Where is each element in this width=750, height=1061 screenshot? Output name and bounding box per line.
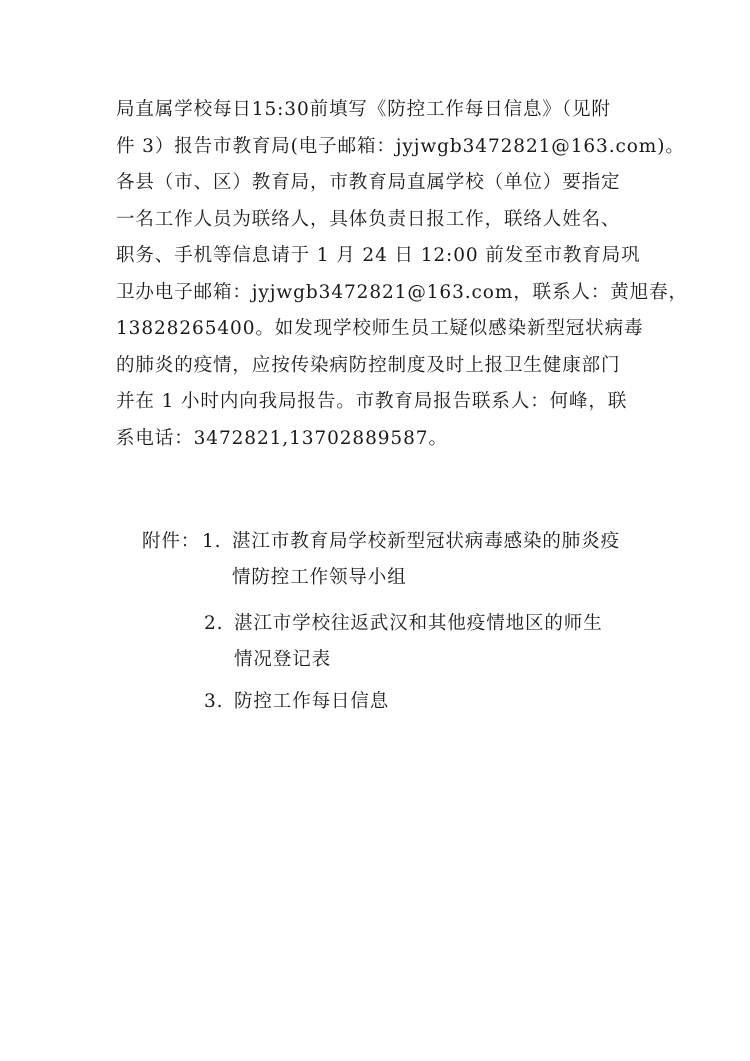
paragraph-line: 件 3）报告市教育局(电子邮箱：jyjwgb3472821@163.com)。: [116, 135, 685, 157]
notice-paragraph: [116, 92, 688, 457]
attachment-title-cont: 情况登记表: [234, 649, 332, 670]
paragraph-line: 系电话：3472821,13702889587。: [116, 427, 448, 449]
attachment-number: 2.: [204, 613, 224, 634]
attachment-number: 1.: [202, 531, 222, 552]
paragraph-line: 各县（市、区）教育局，市教育局直属学校（单位）要指定: [116, 172, 621, 193]
attachment-title: 湛江市学校往返武汉和其他疫情地区的师生: [234, 613, 603, 634]
attachment-title-cont: 情防控工作领导小组: [232, 567, 407, 588]
attachment-title: 防控工作每日信息: [234, 691, 390, 712]
paragraph-line: 卫办电子邮箱：jyjwgb3472821@163.com，联系人：黄旭春，: [116, 281, 688, 303]
paragraph-line: 并在 1 小时内向我局报告。市教育局报告联系人：何峰，联: [116, 391, 628, 412]
paragraph-line: 职务、手机等信息请于 1 月 24 日 12:00 前发至市教育局巩: [116, 245, 641, 266]
paragraph-line: 13828265400。如发现学校师生员工疑似感染新型冠状病毒: [116, 318, 644, 339]
paragraph-line: 的肺炎的疫情，应按传染病防控制度及时上报卫生健康部门: [116, 354, 621, 376]
paragraph-line: 局直属学校每日15:30前填写《防控工作每日信息》（见附: [116, 99, 611, 120]
attachment-label: 附件：: [142, 531, 201, 552]
paragraph-line: 一名工作人员为联络人，具体负责日报工作，联络人姓名、: [116, 208, 621, 230]
attachment-title: 湛江市教育局学校新型冠状病毒感染的肺炎疫: [232, 531, 621, 552]
attachment-number: 3.: [204, 691, 224, 712]
